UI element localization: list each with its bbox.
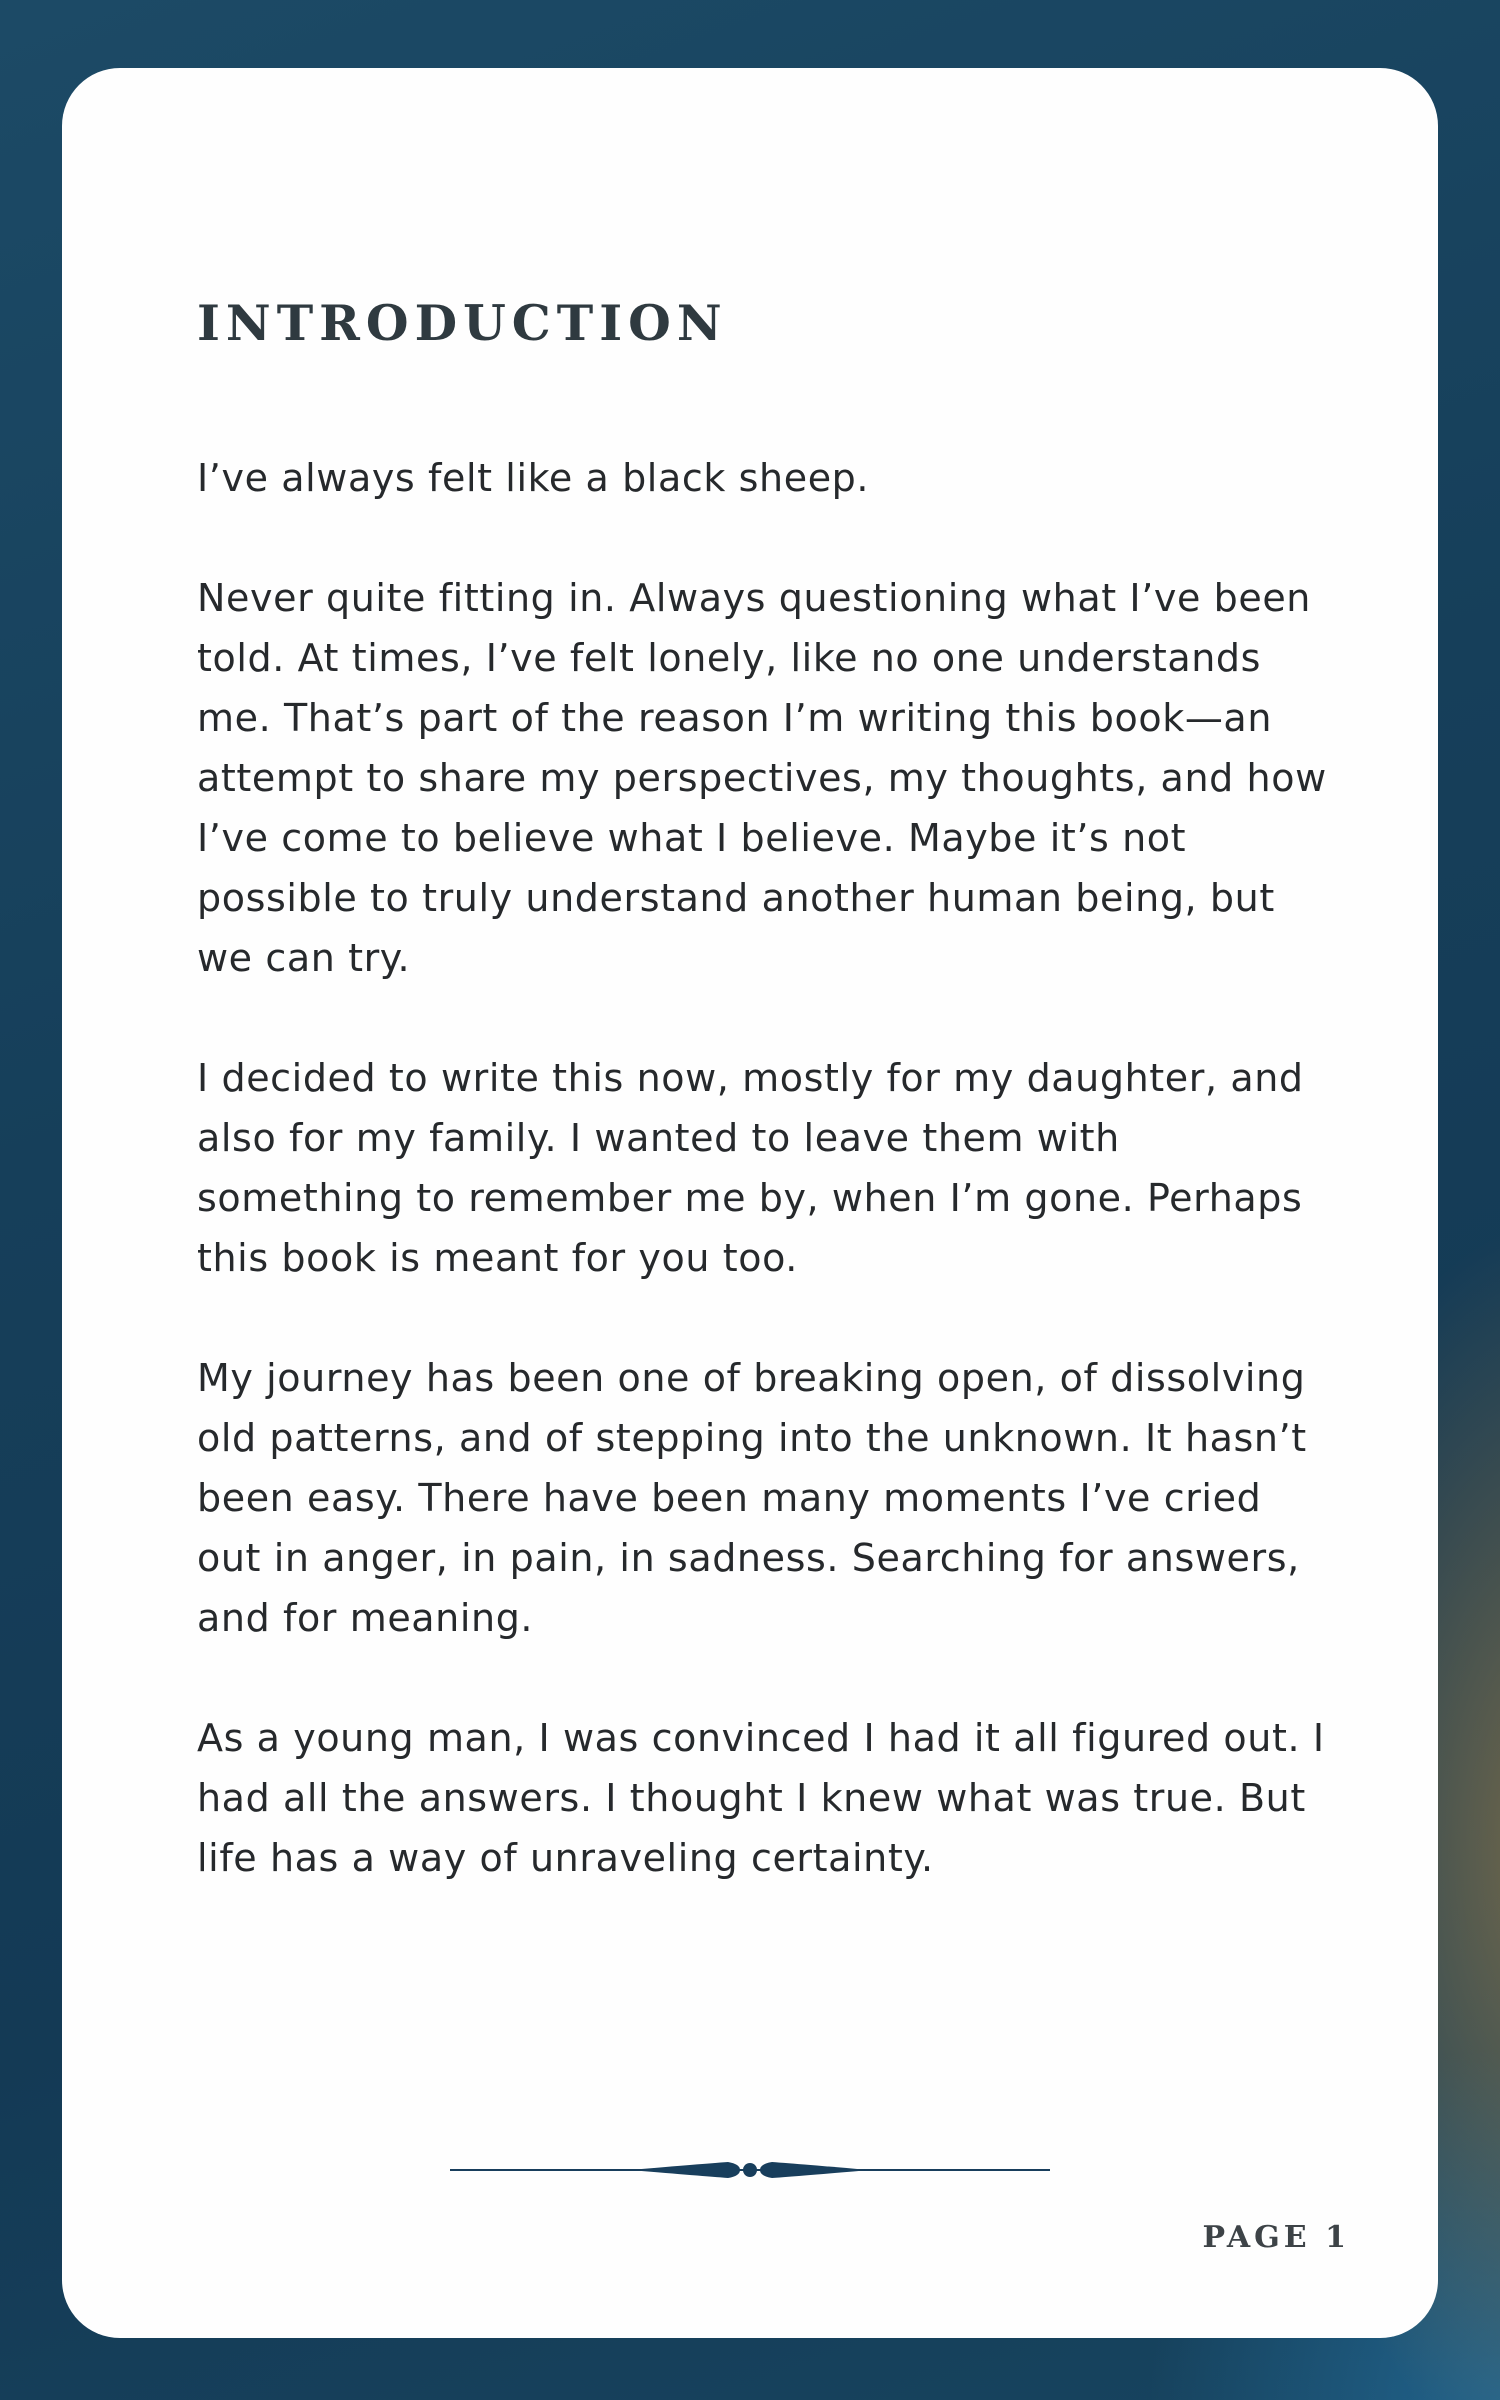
paragraph: As a young man, I was convinced I had it all figured out. I had all the answers. I thought I knew what was true. But life has a way of unraveling certainty. — [197, 1716, 1325, 1880]
flourish-divider-icon — [450, 2156, 1050, 2184]
paragraph: My journey has been one of breaking open, of dissolving old patterns, and of stepping into the unknown. It hasn’t been easy. There have been many moments I’ve cried out in anger, in pain, in sadness. Searching for answers, and for meaning. — [197, 1356, 1307, 1640]
paragraph: I’ve always felt like a black sheep. — [197, 456, 870, 500]
paragraph: I decided to write this now, mostly for my daughter, and also for my family. I wanted to leave them with something to remember me by, when I’m gone. Perhaps this book is meant for you too. — [197, 1056, 1304, 1280]
paragraph: Never quite fitting in. Always questioning what I’ve been told. At times, I’ve felt lonely, like no one understands me. That’s part of the reason I’m writing this book—an attempt to share my perspectives, my thoughts, and how I’ve come to believe what I believe. Maybe it’s not possible to truly understand another human being, but we can try. — [197, 576, 1327, 980]
chapter-title: INTRODUCTION — [197, 294, 728, 352]
page-number: PAGE 1 — [1202, 2220, 1350, 2255]
body-text — [197, 448, 1337, 1948]
page-card — [62, 68, 1438, 2338]
